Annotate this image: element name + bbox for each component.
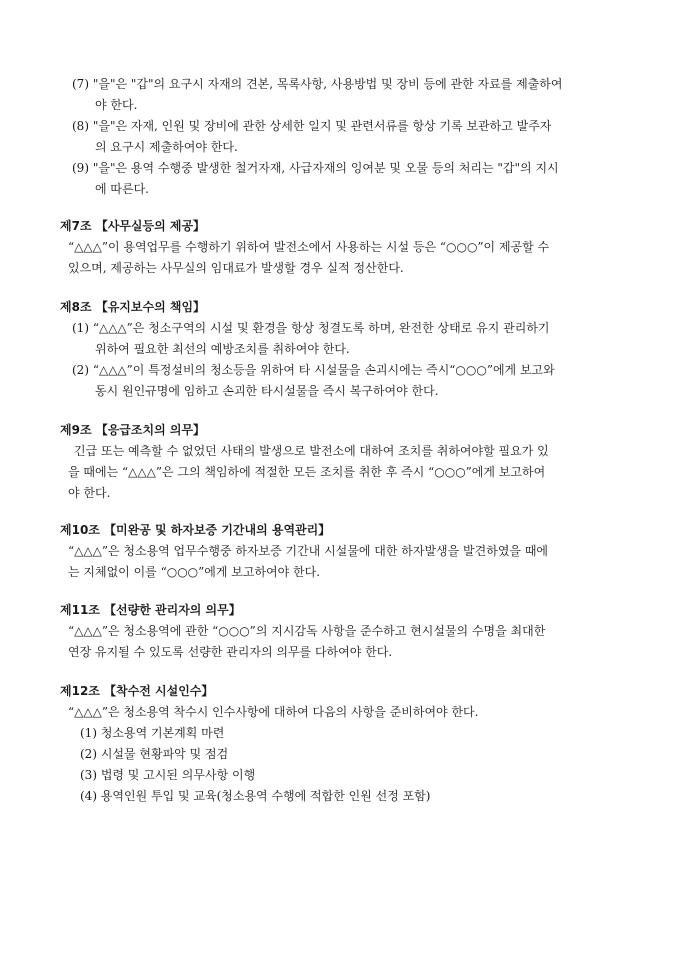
article-8-item-2-cont: 동시 원인규명에 임하고 손괴한 타시설물을 즉시 복구하여야 한다. (95, 384, 439, 398)
article-8-heading: 제8조 【유지보수의 책임】 (60, 300, 206, 314)
article-11-heading: 제11조 【선량한 관리자의 의무】 (60, 603, 241, 617)
article-10-line-1: “△△△”은 청소용역 업무수행중 하자보증 기간내 시설물에 대한 하자발생을 발견하였을 때에 (68, 544, 549, 558)
item-number: (8) (72, 119, 89, 133)
article-12-intro: “△△△”은 청소용역 착수시 인수사항에 대하여 다음의 사항을 준비하여야 한다. (68, 705, 479, 719)
article-11-line-2: 연장 유지될 수 있도록 선량한 관리자의 의무를 다하여야 한다. (68, 645, 393, 659)
article-8-item-1-cont: 위하여 필요한 최선의 예방조치를 취하여야 한다. (95, 342, 350, 356)
item-text: “△△△”이 특정설비의 청소등을 위하여 타 시설물을 손괴시에는 즉시“○○○”에게 보고와 (92, 363, 555, 377)
article-9-line-1: 긴급 또는 예측할 수 없었던 사태의 발생으로 발전소에 대하여 조치를 취하여야할 필요가 있 (74, 444, 549, 458)
article-8 (60, 297, 630, 402)
item-text: "을"은 자재, 인원 및 장비에 관한 상세한 일지 및 관련서류를 항상 기록 보관하고 발주자 (92, 119, 552, 133)
article-10-line-2: 는 지체없이 이를 “○○○”에게 보고하여야 한다. (68, 565, 321, 579)
clause-item-8-cont: 의 요구시 제출하여야 한다. (95, 140, 238, 154)
article-7-heading: 제7조 【사무실등의 제공】 (60, 219, 206, 233)
item-number: (9) (72, 161, 89, 175)
article-10-heading: 제10조 【미완공 및 하자보증 기간내의 용역관리】 (60, 523, 331, 537)
clause-item-8 (60, 116, 630, 137)
article-7 (60, 216, 630, 279)
article-8-item-1 (60, 318, 630, 339)
item-text: "을"은 용역 수행중 발생한 철거자재, 사급자재의 잉여분 및 오물 등의 처리는 "갑"의 지시 (92, 161, 559, 175)
clause-item-7 (60, 74, 630, 95)
article-12-subitem-3: (3) 법령 및 고시된 의무사항 이행 (80, 768, 256, 782)
clause-item-9 (60, 158, 630, 179)
item-number: (2) (72, 363, 89, 377)
clause-list-top (60, 74, 630, 200)
article-12-heading: 제12조 【착수전 시설인수】 (60, 684, 214, 698)
article-11 (60, 600, 630, 663)
article-8-item-2 (60, 360, 630, 381)
article-9 (60, 420, 630, 504)
item-number: (7) (72, 77, 89, 91)
article-7-line-1: “△△△”이 용역업무를 수행하기 위하여 발전소에서 사용하는 시설 등은 “○○○”이 제공할 수 (68, 240, 550, 254)
article-9-line-3: 야 한다. (68, 486, 111, 500)
article-12-subitem-2: (2) 시설물 현황파악 및 점검 (80, 747, 229, 761)
clause-item-7-cont: 야 한다. (95, 98, 138, 112)
article-9-heading: 제9조 【응급조치의 의무】 (60, 423, 206, 437)
item-text: "을"은 "갑"의 요구시 자재의 견본, 목록사항, 사용방법 및 장비 등에 관한 자료를 제출하여 (92, 77, 563, 91)
article-12-subitem-4: (4) 용역인원 투입 및 교육(청소용역 수행에 적합한 인원 선정 포함) (80, 789, 431, 803)
article-10 (60, 520, 630, 583)
article-7-line-2: 있으며, 제공하는 사무실의 임대료가 발생할 경우 실적 정산한다. (68, 261, 404, 275)
item-number: (1) (72, 321, 89, 335)
article-9-line-2: 을 때에는 “△△△”은 그의 책임하에 적절한 모든 조치를 취한 후 즉시 “○○○”에게 보고하여 (68, 465, 546, 479)
item-text: “△△△”은 청소구역의 시설 및 환경을 항상 청결도록 하며, 완전한 상태로 유지 관리하기 (92, 321, 550, 335)
clause-item-9-cont: 에 따른다. (95, 182, 149, 196)
article-12 (60, 681, 630, 807)
article-12-subitem-1: (1) 청소용역 기본계획 마련 (80, 726, 225, 740)
article-11-line-1: “△△△”은 청소용역에 관한 “○○○”의 지시감독 사항을 준수하고 현시설물의 수명을 최대한 (68, 624, 546, 638)
